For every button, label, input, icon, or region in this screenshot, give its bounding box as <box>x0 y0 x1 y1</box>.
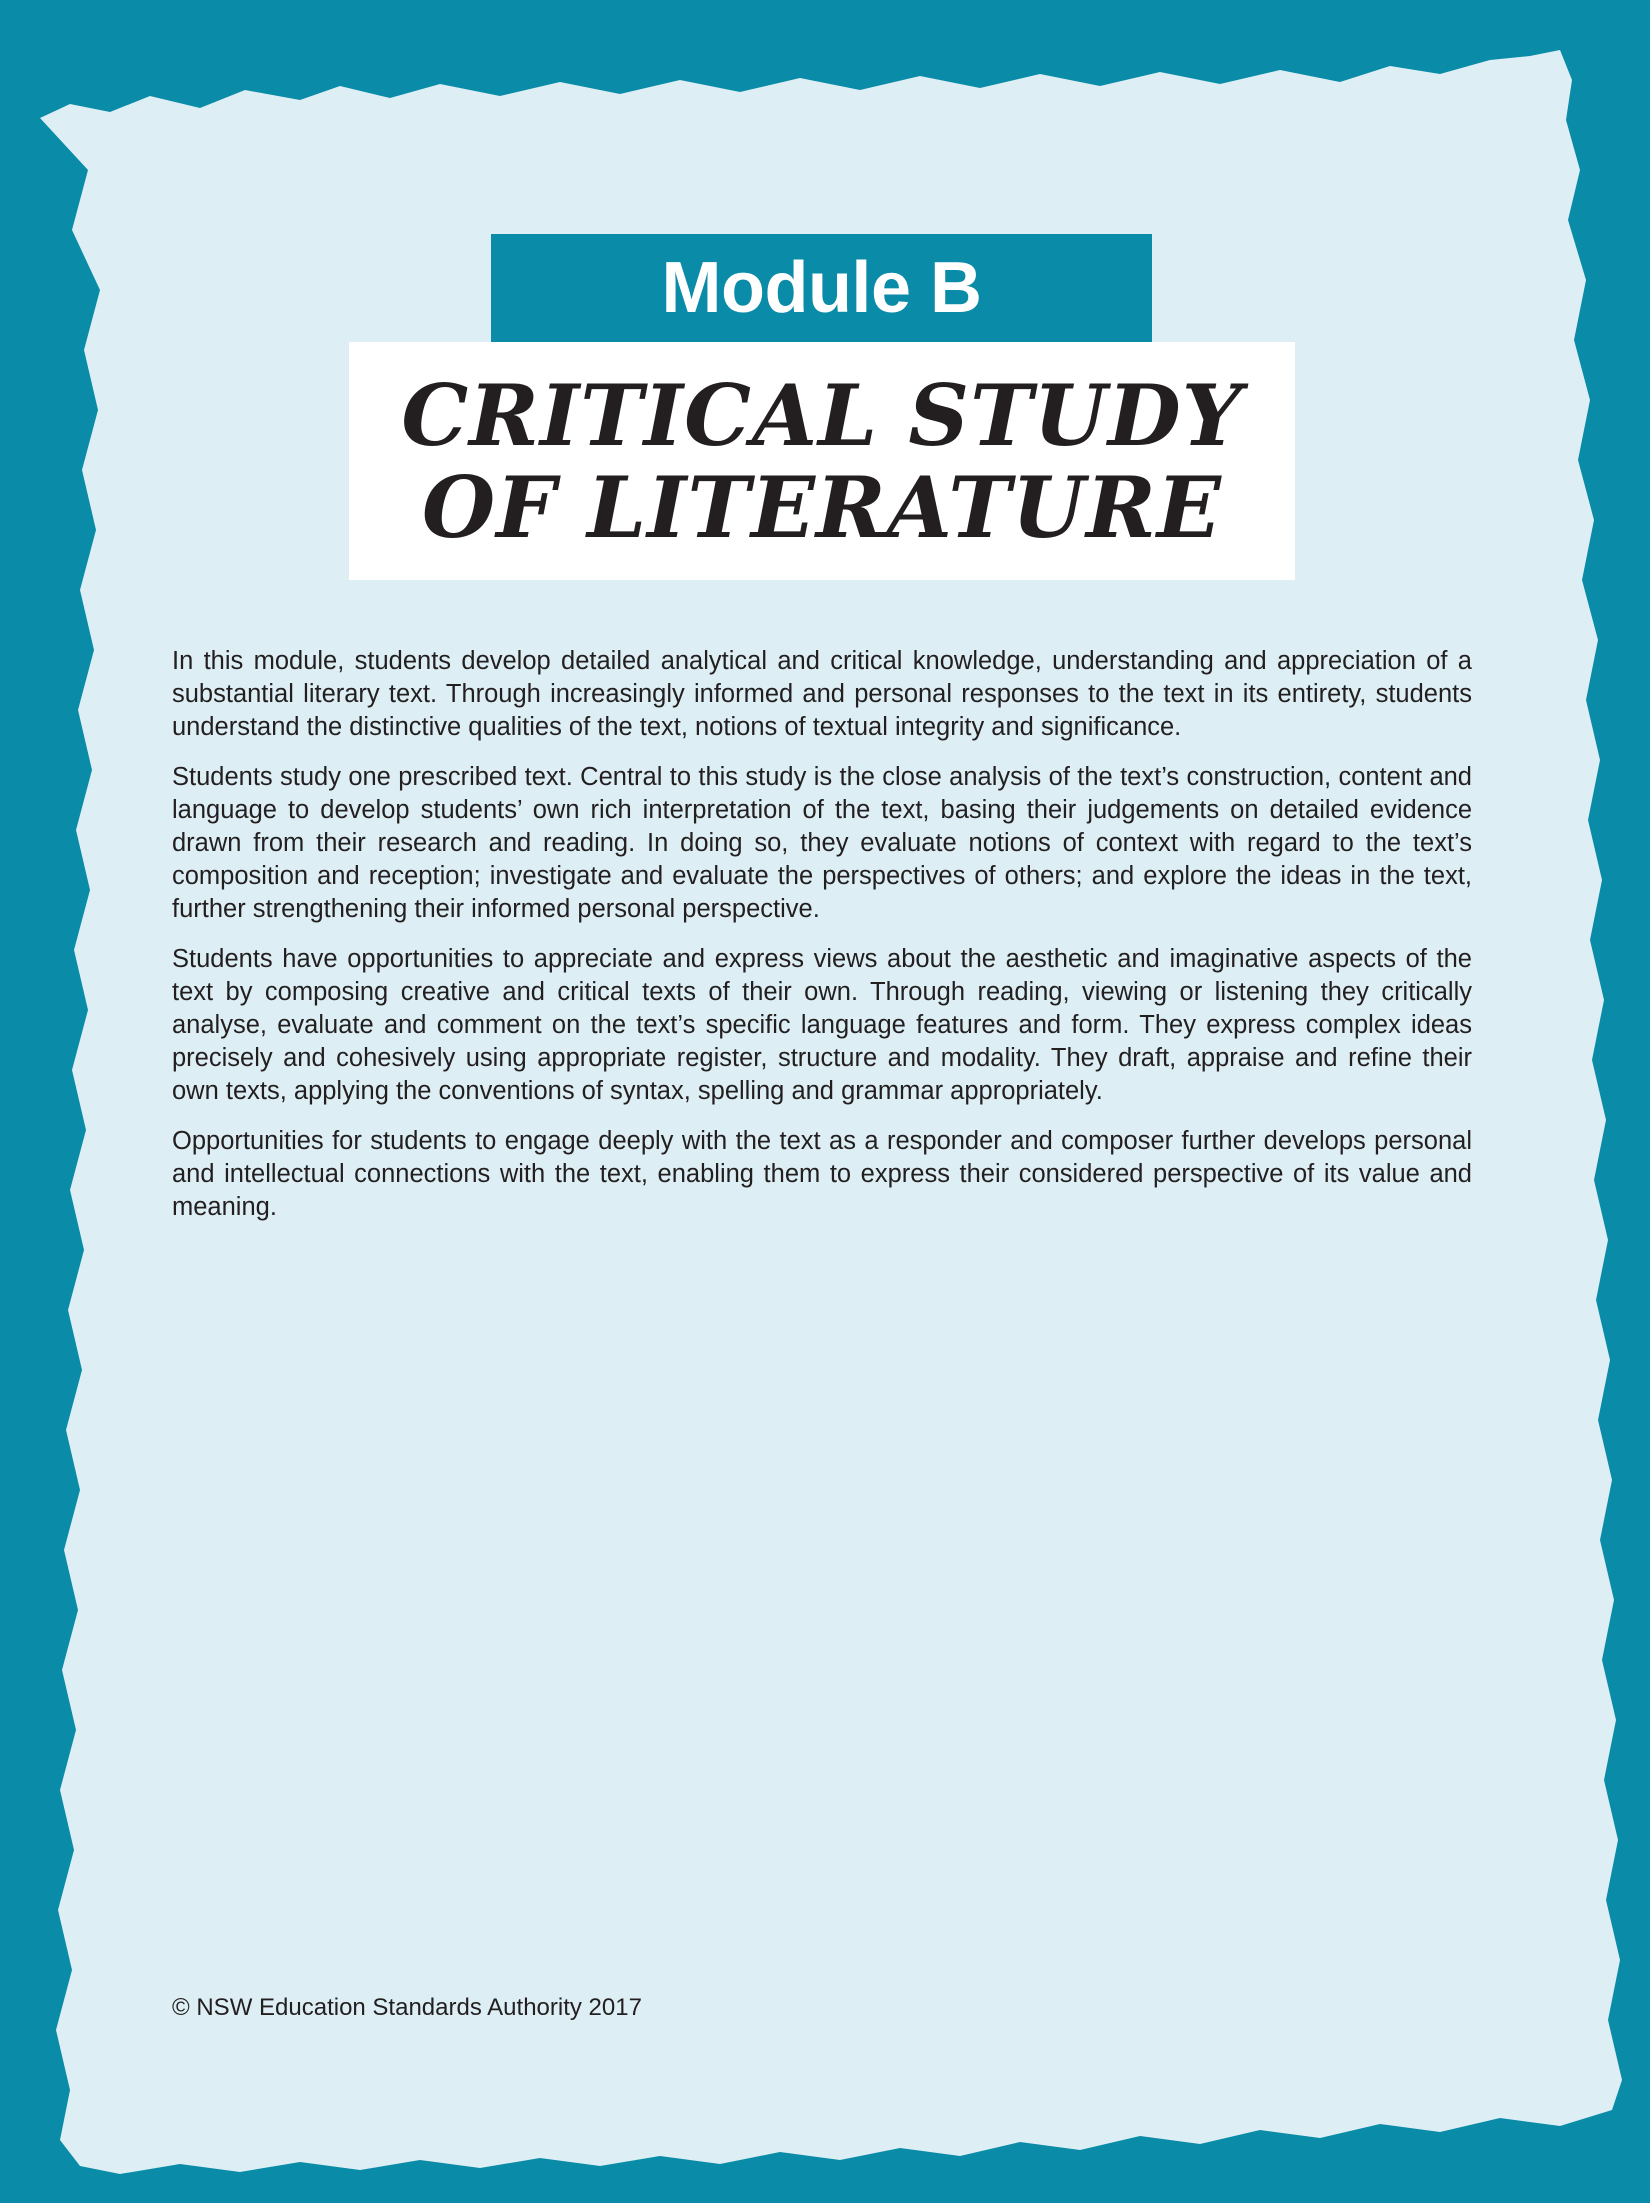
paragraph-opportunities: Students have opportunities to appreciate and express views about the aesthetic and imaginative aspects of the text by composing creative and critical texts of their own. Through reading, viewing or listening they critically analyse, evaluate and comment on the text’s specific language features and form. They express complex ideas precisely and cohesively using appropriate register, structure and modality. They draft, appraise and refine their own texts, applying the conventions of syntax, spelling and grammar appropriately. <box>172 945 1472 1105</box>
body-text <box>172 645 1472 1241</box>
paragraph-prescribed-text: Students study one prescribed text. Central to this study is the close analysis of the text’s construction, content and language to develop students’ own rich interpretation of the text, basing their judgements on detailed evidence drawn from their research and reading. In doing so, they evaluate notions of context with regard to the text’s composition and reception; investigate and evaluate the perspectives of others; and explore the ideas in the text, further strengthening their informed personal perspective. <box>172 763 1472 923</box>
title-box <box>349 342 1295 580</box>
copyright-notice: © NSW Education Standards Authority 2017 <box>172 1994 642 2021</box>
page-title-line-1: CRITICAL STUDY <box>401 366 1243 465</box>
paragraph-engagement: Opportunities for students to engage deeply with the text as a responder and composer further develops personal and intellectual connections with the text, enabling them to express their considered perspective of its value and meaning. <box>172 1127 1472 1221</box>
page-title-line-2: OF LITERATURE <box>422 458 1222 557</box>
paragraph-intro: In this module, students develop detailed analytical and critical knowledge, understanding and appreciation of a substantial literary text. Through increasingly informed and personal responses to the text in its entirety, students understand the distinctive qualities of the text, notions of textual integrity and significance. <box>172 647 1472 741</box>
module-label: Module B <box>491 234 1152 342</box>
